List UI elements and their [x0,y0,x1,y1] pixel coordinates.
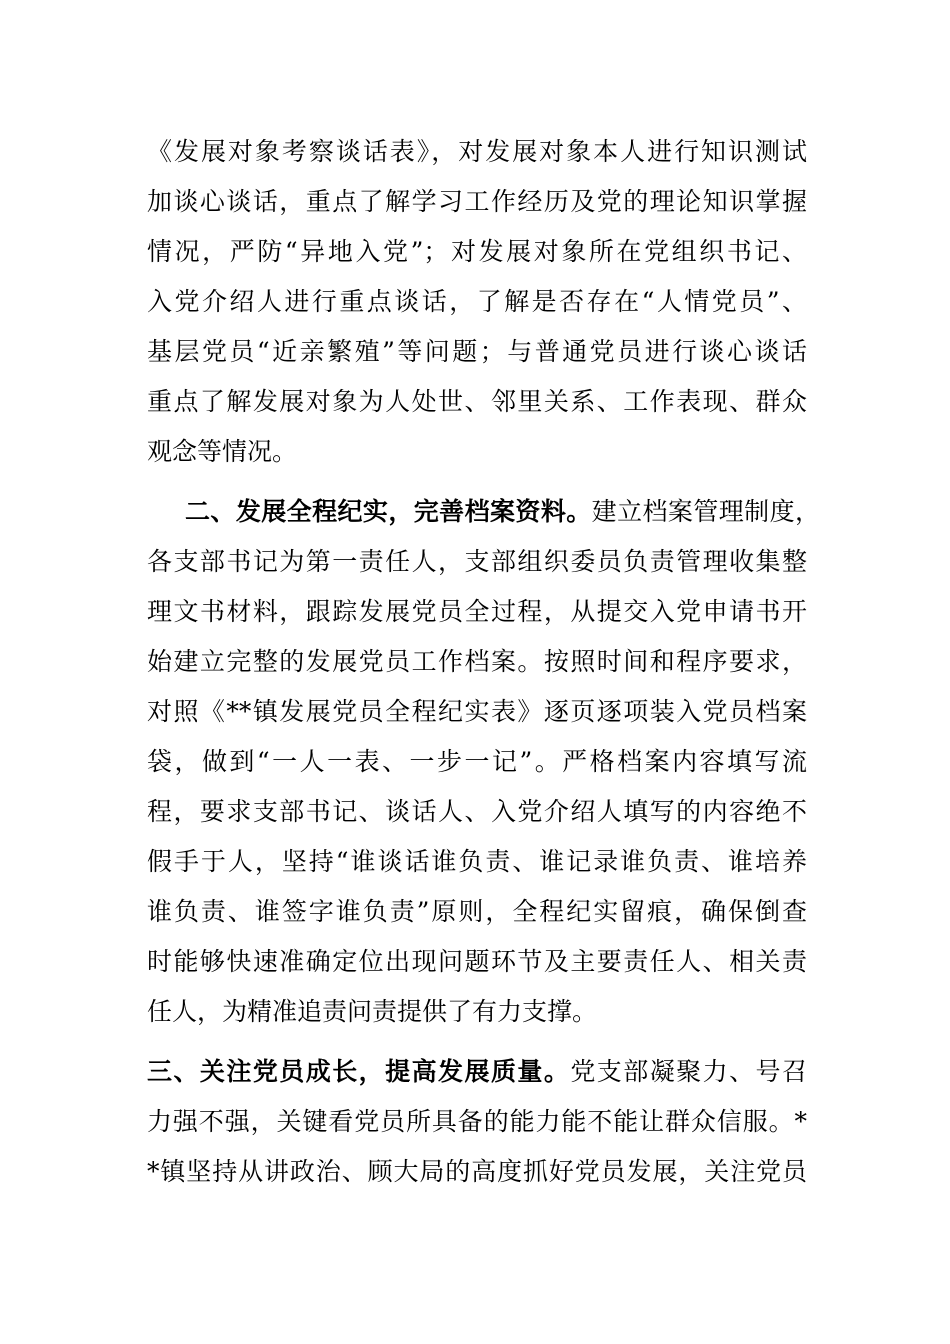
section-first-text: 建立档案管理制度， [591,497,820,526]
paragraph-line: 理文书材料，跟踪发展党员全过程，从提交入党申请书开 [147,597,807,626]
section-heading: 二、发展全程纪实，完善档案资料。 [185,497,592,526]
paragraph-line: 情况，严防“异地入党”；对发展对象所在党组织书记、 [147,237,807,266]
paragraph-line: 基层党员“近亲繁殖”等问题；与普通党员进行谈心谈话 [147,337,807,366]
paragraph-line: 力强不强，关键看党员所具备的能力能不能让群众信服。* [147,1107,807,1136]
paragraph-line: 时能够快速准确定位出现问题环节及主要责任人、相关责 [147,947,807,976]
paragraph-line: 谁负责、谁签字谁负责”原则，全程纪实留痕，确保倒查 [147,897,807,926]
paragraph-line: 重点了解发展对象为人处世、邻里关系、工作表现、群众 [147,387,807,416]
paragraph-line: 对照《**镇发展党员全程纪实表》逐页逐项装入党员档案 [147,697,807,726]
paragraph-line: 《发展对象考察谈话表》，对发展对象本人进行知识测试 [147,137,807,166]
paragraph-line: 始建立完整的发展党员工作档案。按照时间和程序要求， [147,647,807,676]
paragraph-line: *镇坚持从讲政治、顾大局的高度抓好党员发展，关注党员 [147,1157,807,1186]
section-first-text: 党支部凝聚力、号召 [570,1057,807,1086]
paragraph-line: 入党介绍人进行重点谈话，了解是否存在“人情党员”、 [147,287,807,316]
paragraph-line: 各支部书记为第一责任人，支部组织委员负责管理收集整 [147,547,807,576]
section-first-line [147,1052,807,1092]
paragraph-line: 加谈心谈话，重点了解学习工作经历及党的理论知识掌握 [147,187,807,216]
paragraph-line: 假手于人，坚持“谁谈话谁负责、谁记录谁负责、谁培养 [147,847,807,876]
paragraph-line: 程，要求支部书记、谈话人、入党介绍人填写的内容绝不 [147,797,807,826]
section-heading: 三、关注党员成长，提高发展质量。 [147,1057,571,1086]
paragraph-line: 观念等情况。 [147,437,298,466]
paragraph-line: 袋，做到“一人一表、一步一记”。严格档案内容填写流 [147,747,807,776]
paragraph-line: 任人，为精准追责问责提供了有力支撑。 [147,997,598,1026]
section-first-line [185,492,820,532]
